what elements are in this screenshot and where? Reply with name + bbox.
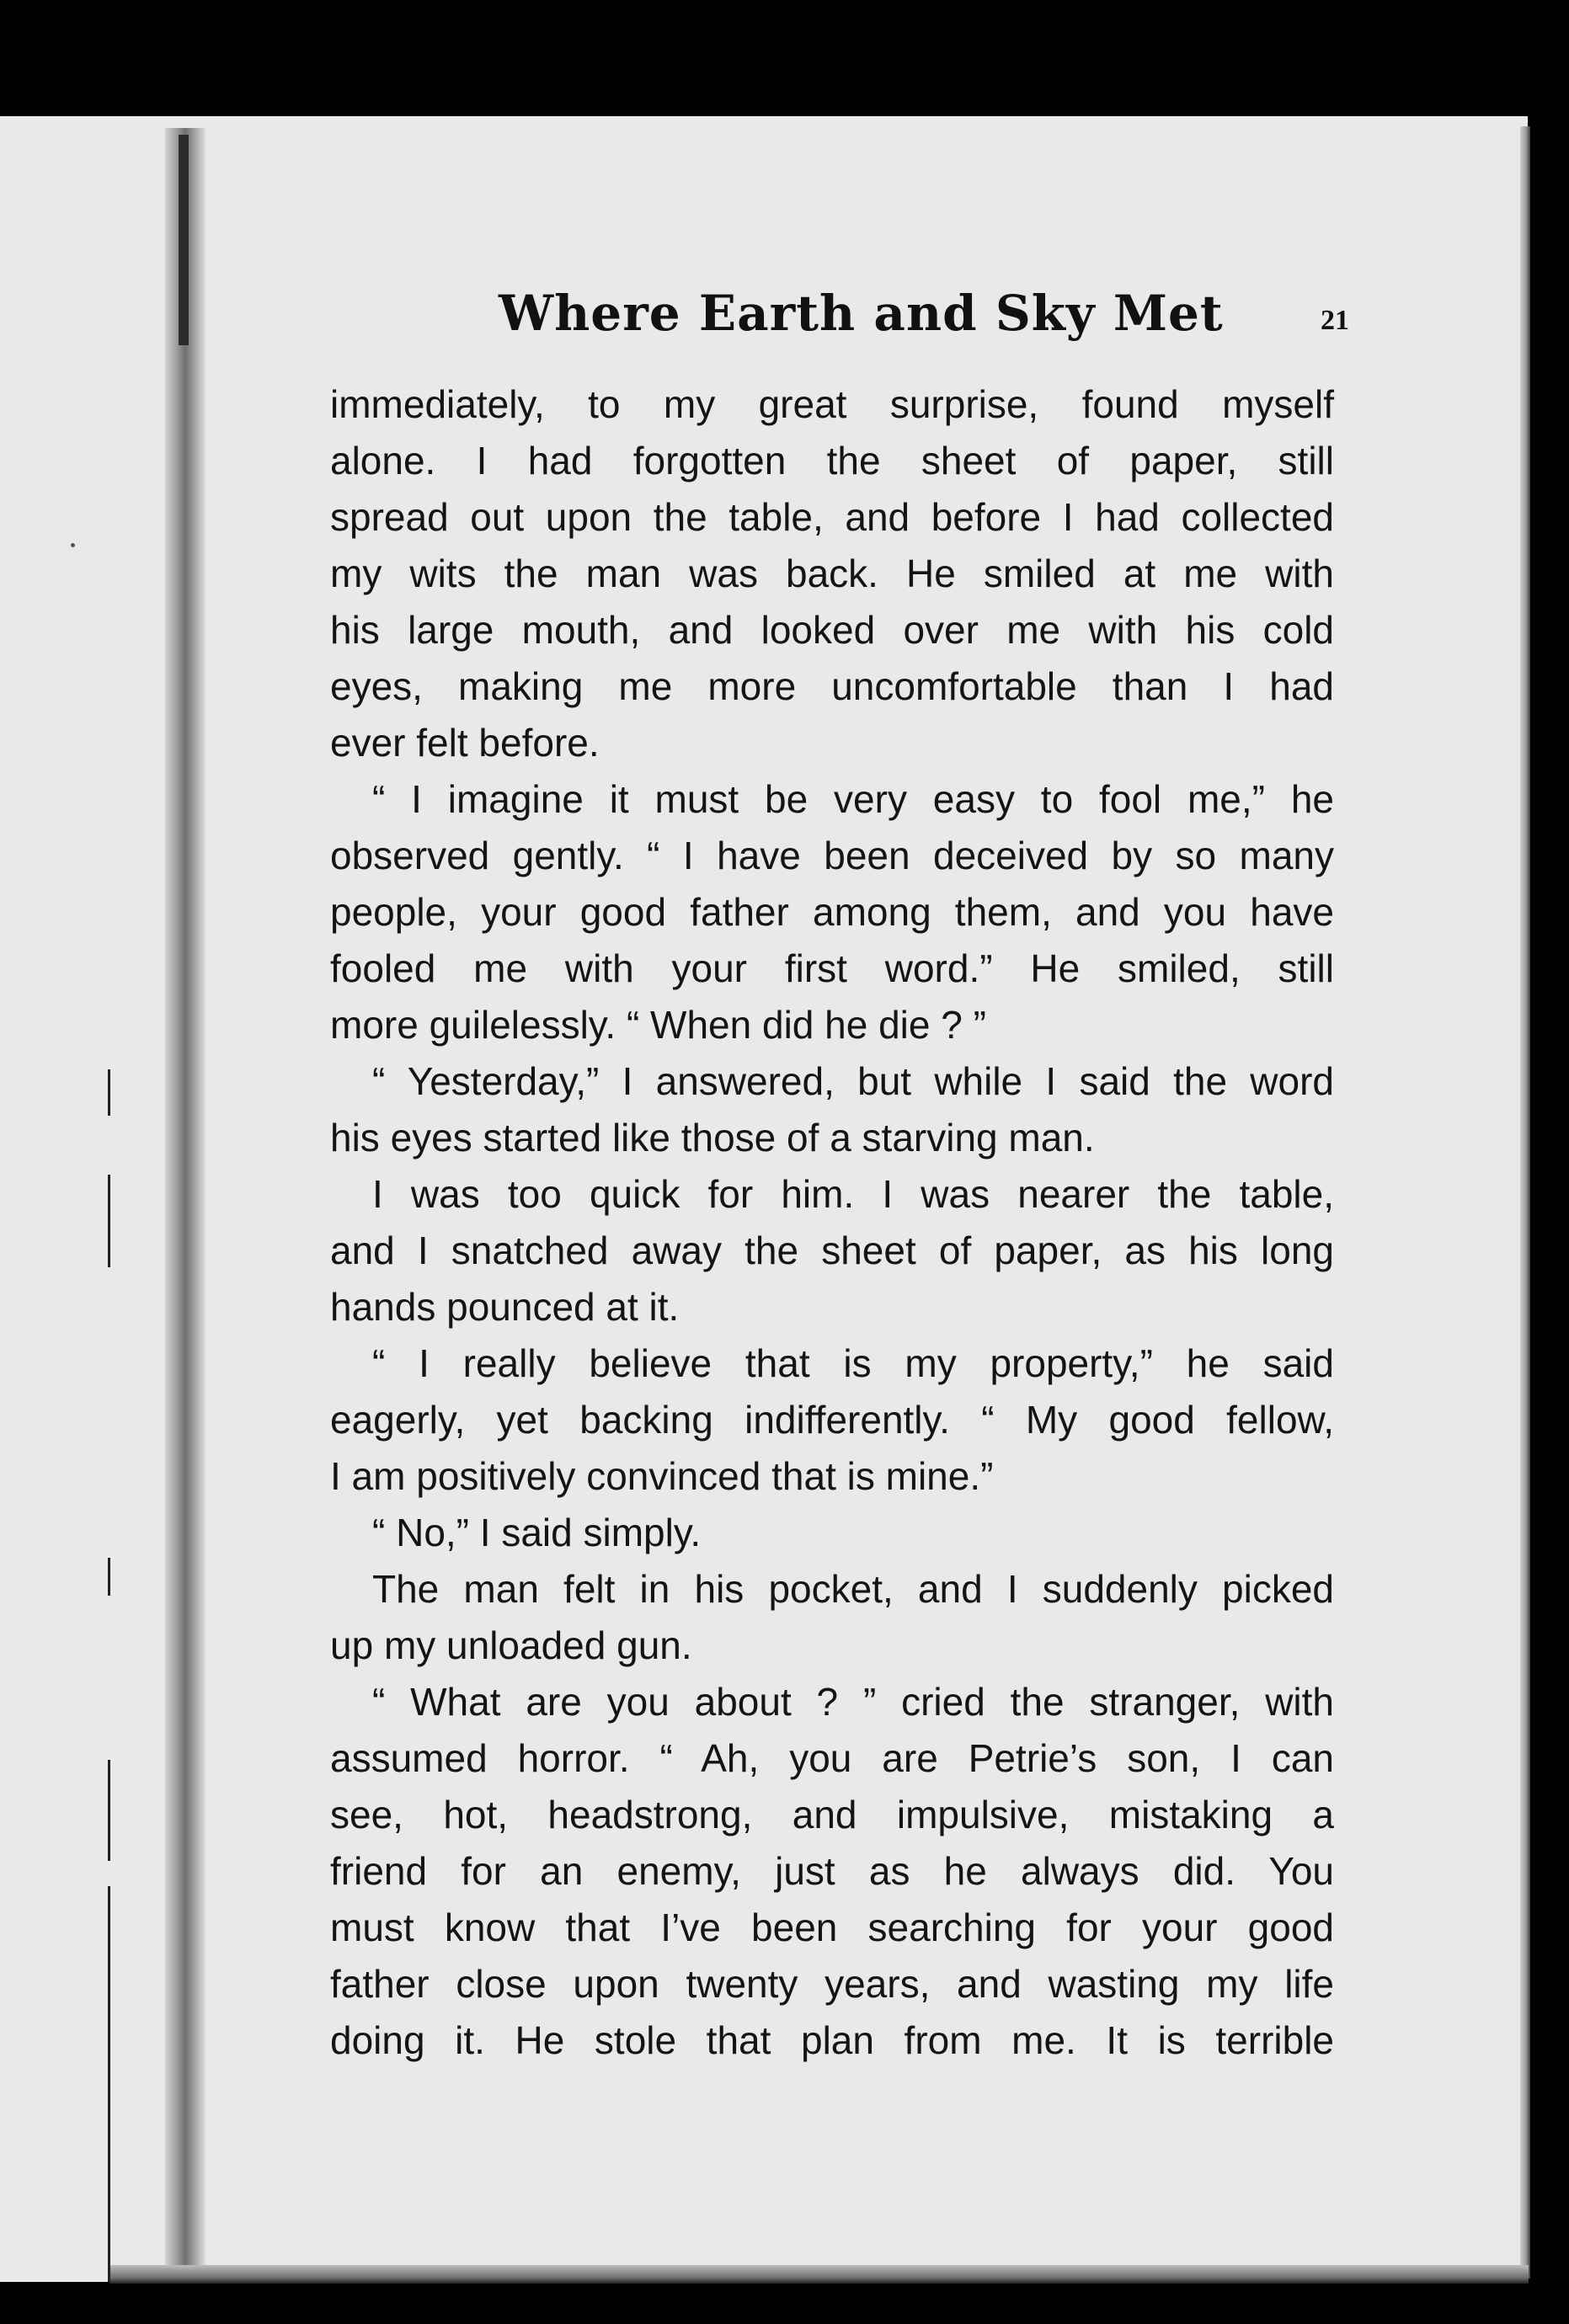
- text-line: doing it. He stole that plan from me. It is terrible: [330, 2018, 1334, 2062]
- running-head: [330, 285, 1349, 352]
- text-line: immediately, to my great surprise, found myself: [330, 382, 1334, 426]
- text-line: I am positively convinced that is mine.”: [330, 1454, 994, 1498]
- text-line: fooled me with your first word.” He smiled, still: [330, 946, 1334, 990]
- margin-line: [108, 1175, 110, 1267]
- text-line: eyes, making me more uncomfortable than I had: [330, 664, 1334, 708]
- text-line: friend for an enemy, just as he always did. You: [330, 1849, 1334, 1893]
- text-line: alone. I had forgotten the sheet of paper, still: [330, 439, 1334, 482]
- text-line: more guilelessly. “ When did he die ? ”: [330, 1003, 986, 1047]
- text-line: “ I really believe that is my property,” he said: [372, 1341, 1334, 1385]
- text-line: I was too quick for him. I was nearer the table,: [372, 1172, 1334, 1216]
- text-line: people, your good father among them, and you have: [330, 890, 1334, 934]
- page-number: 21: [1321, 305, 1349, 336]
- body-text: [330, 376, 1334, 2069]
- margin-dot: [71, 543, 75, 547]
- text-line: ever felt before.: [330, 721, 600, 765]
- text-line: “ I imagine it must be very easy to fool me,” he: [372, 777, 1334, 821]
- page-gutter-shadow: [165, 128, 205, 2273]
- text-line: his large mouth, and looked over me with his cold: [330, 608, 1334, 652]
- text-line: up my unloaded gun.: [330, 1623, 692, 1667]
- text-line: hands pounced at it.: [330, 1285, 680, 1329]
- margin-line: [108, 1069, 110, 1116]
- margin-line: [108, 1760, 110, 1861]
- text-line: observed gently. “ I have been deceived by so many: [330, 834, 1334, 877]
- binding-strip: [179, 135, 189, 345]
- running-title: Where Earth and Sky Met: [499, 285, 1224, 342]
- text-line: father close upon twenty years, and wasting my life: [330, 1962, 1334, 2006]
- text-line: assumed horror. “ Ah, you are Petrie’s son, I can: [330, 1736, 1334, 1780]
- margin-line: [108, 1558, 110, 1596]
- text-line: The man felt in his pocket, and I suddenly picked: [372, 1567, 1334, 1611]
- text-line: eagerly, yet backing indifferently. “ My good fellow,: [330, 1398, 1334, 1442]
- text-line: and I snatched away the sheet of paper, as his long: [330, 1229, 1334, 1272]
- text-line: his eyes started like those of a starving man.: [330, 1116, 1095, 1159]
- text-line: “ What are you about ? ” cried the stranger, with: [372, 1680, 1334, 1724]
- text-line: spread out upon the table, and before I had collected: [330, 495, 1334, 539]
- page-edge-right: [1520, 126, 1530, 2279]
- text-line: see, hot, headstrong, and impulsive, mistaking a: [330, 1793, 1334, 1836]
- margin-line: [108, 1886, 110, 2282]
- text-line: my wits the man was back. He smiled at me with: [330, 552, 1334, 595]
- text-line: must know that I’ve been searching for your good: [330, 1906, 1334, 1949]
- page-edge-bottom: [109, 2265, 1529, 2284]
- text-line: “ No,” I said simply.: [372, 1511, 702, 1554]
- text-line: “ Yesterday,” I answered, but while I said the word: [372, 1059, 1334, 1103]
